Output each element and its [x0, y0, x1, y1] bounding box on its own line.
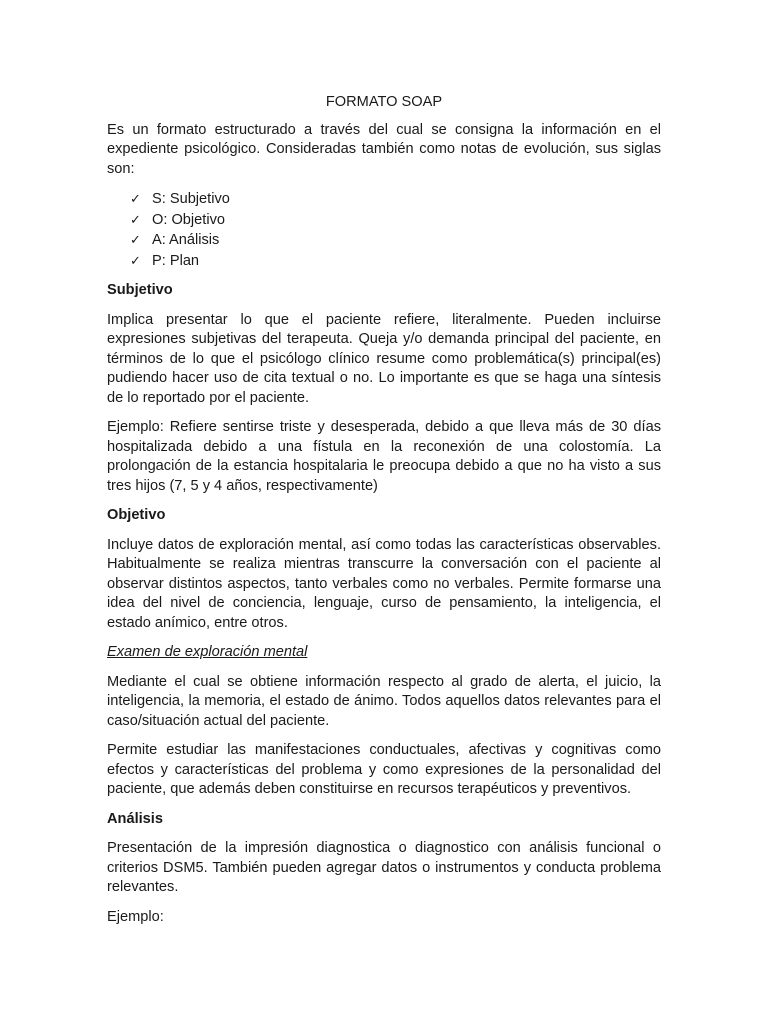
list-item-label: S: Subjetivo	[152, 191, 230, 207]
section-heading-objetivo: Objetivo	[107, 507, 166, 523]
list-item	[130, 189, 661, 210]
analisis-paragraph: Presentación de la impresión diagnostica o diagnostico con análisis funcional o criterios DSM5. También pueden agregar datos o instrumentos y conducta problema relevantes.	[107, 840, 661, 895]
list-item	[130, 251, 661, 272]
check-icon: ✓	[130, 211, 141, 227]
list-item	[130, 230, 661, 251]
subjetivo-example-paragraph: Ejemplo: Refiere sentirse triste y desesperada, debido a que lleva más de 30 días hospitalizada debido a una fístula en la reconexión de una colostomía. La prolongación de la estancia hospitalaria le preocupa debido a que no ha visto a sus tres hijos (7, 5 y 4 años, respectivamente)	[107, 419, 661, 494]
subjetivo-paragraph: Implica presentar lo que el paciente refiere, literalmente. Pueden incluirse expresiones subjetivas del terapeuta. Queja y/o demanda principal del paciente, en términos de lo que el psicólogo clínico resume como problemática(s) principal(es) pudiendo hacer uso de cita textual o no. Lo importante es que se haga una síntesis de lo reportado por el paciente.	[107, 311, 661, 406]
list-item	[130, 210, 661, 231]
examen-paragraph: Mediante el cual se obtiene información respecto al grado de alerta, el juicio, la inteligencia, la memoria, el estado de ánimo. Todos aquellos datos relevantes para el caso/situación actual del paciente.	[107, 673, 661, 729]
section-heading-analisis: Análisis	[107, 810, 163, 827]
acronym-list	[107, 189, 661, 271]
check-icon: ✓	[130, 191, 141, 206]
list-item-label: P: Plan	[152, 252, 200, 269]
analisis-example-paragraph: Ejemplo:	[107, 908, 164, 925]
check-icon: ✓	[130, 232, 141, 247]
document-title: FORMATO SOAP	[325, 94, 443, 110]
section-heading-subjetivo: Subjetivo	[107, 282, 173, 298]
list-item-label: O: Objetivo	[152, 211, 225, 228]
check-icon: ✓	[130, 252, 141, 268]
list-item-label: A: Análisis	[152, 232, 220, 248]
intro-paragraph: Es un formato estructurado a través del cual se consigna la información en el expediente psicológico. Consideradas también como notas de evolución, sus siglas son:	[107, 121, 661, 177]
examen-paragraph-2: Permite estudiar las manifestaciones conductuales, afectivas y cognitivas como efectos y características del problema y como expresiones de la personalidad del paciente, que además deben constituirse en recursos terapéuticos y preventivos.	[107, 742, 661, 797]
subheading-examen-exploracion-mental: Examen de exploración mental	[107, 644, 308, 660]
objetivo-paragraph: Incluye datos de exploración mental, así como todas las características observables. Habitualmente se realiza mientras transcurre la conversación con el paciente al observar distintos aspectos, tanto verbales como no verbales. Permite formarse una idea del nivel de conciencia, lenguaje, curso de pensamiento, la inteligencia, el estado anímico, entre otros.	[107, 536, 661, 631]
